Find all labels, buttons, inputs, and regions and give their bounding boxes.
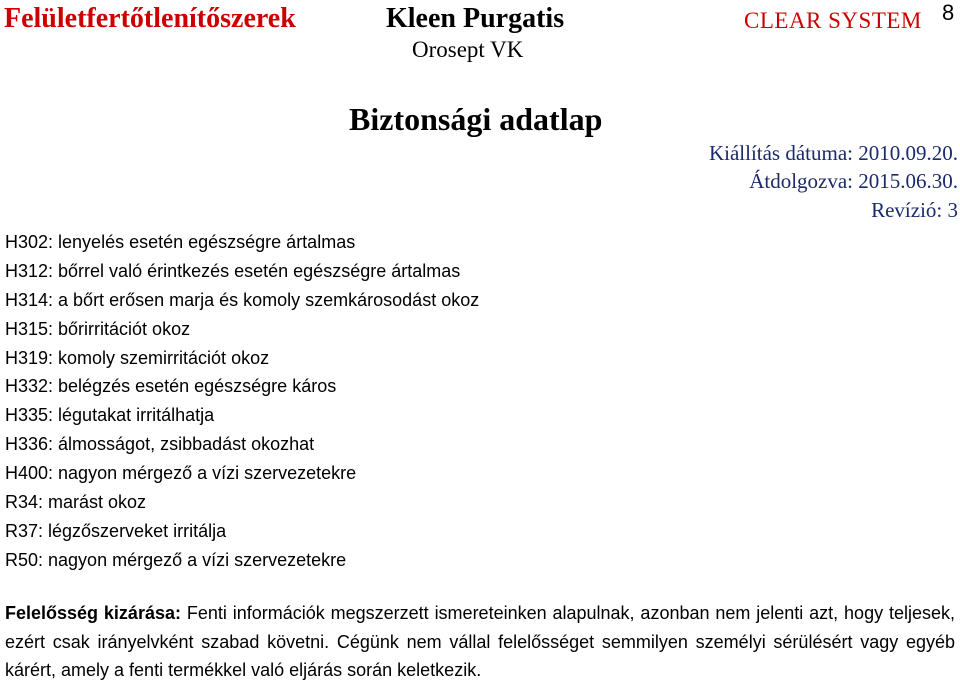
disclaimer-label: Felelősség kizárása: [5,603,181,623]
document-title: Biztonsági adatlap [349,101,603,137]
brand-name: CLEAR SYSTEM [744,8,922,33]
hazard-statement: H302: lenyelés esetén egészségre ártalmas [5,232,356,252]
hazard-statement-list [5,228,479,575]
hazard-statement: H312: bőrrel való érintkezés esetén egészségre ártalmas [5,260,461,281]
issue-date: Kiállítás dátuma: 2010.09.20. [708,141,958,165]
product-variant: Orosept VK [412,37,524,62]
page-number: 8 [942,0,955,25]
hazard-statement: R34: marást okoz [5,492,147,513]
revised-date: Átdolgozva: 2015.06.30. [749,169,958,193]
hazard-statement: H332: belégzés esetén egészségre káros [5,376,337,397]
section-title: Felületfertőtlenítőszerek [4,3,296,34]
revision-number: Revízió: 3 [871,198,958,222]
disclaimer-text: Fenti információk megszerzett ismereteinken alapulnak, azonban nem jelenti azt, hogy teljesek, ezért csak irányelvként szabad követni. Cégünk nem vállal felelősséget semmilyen személyi sérülésért vagy egyéb kárért, amely a fenti termékkel való eljárás során keletkezik. [5,603,955,680]
hazard-statement: H336: álmosságot, zsibbadást okozhat [5,434,315,455]
hazard-statement: H319: komoly szemirritációt okoz [5,347,270,368]
hazard-statement: H314: a bőrt erősen marja és komoly szemkárosodást okoz [5,289,480,310]
hazard-statement: H315: bőrirritációt okoz [5,318,191,339]
product-name: Kleen Purgatis [386,3,565,34]
hazard-statement: H400: nagyon mérgező a vízi szervezetekre [5,463,357,484]
disclaimer-paragraph [5,599,955,685]
hazard-statement: R37: légzőszerveket irritálja [5,520,227,541]
hazard-statement: R50: nagyon mérgező a vízi szervezetekre [5,549,347,570]
hazard-statement: H335: légutakat irritálhatja [5,405,215,426]
